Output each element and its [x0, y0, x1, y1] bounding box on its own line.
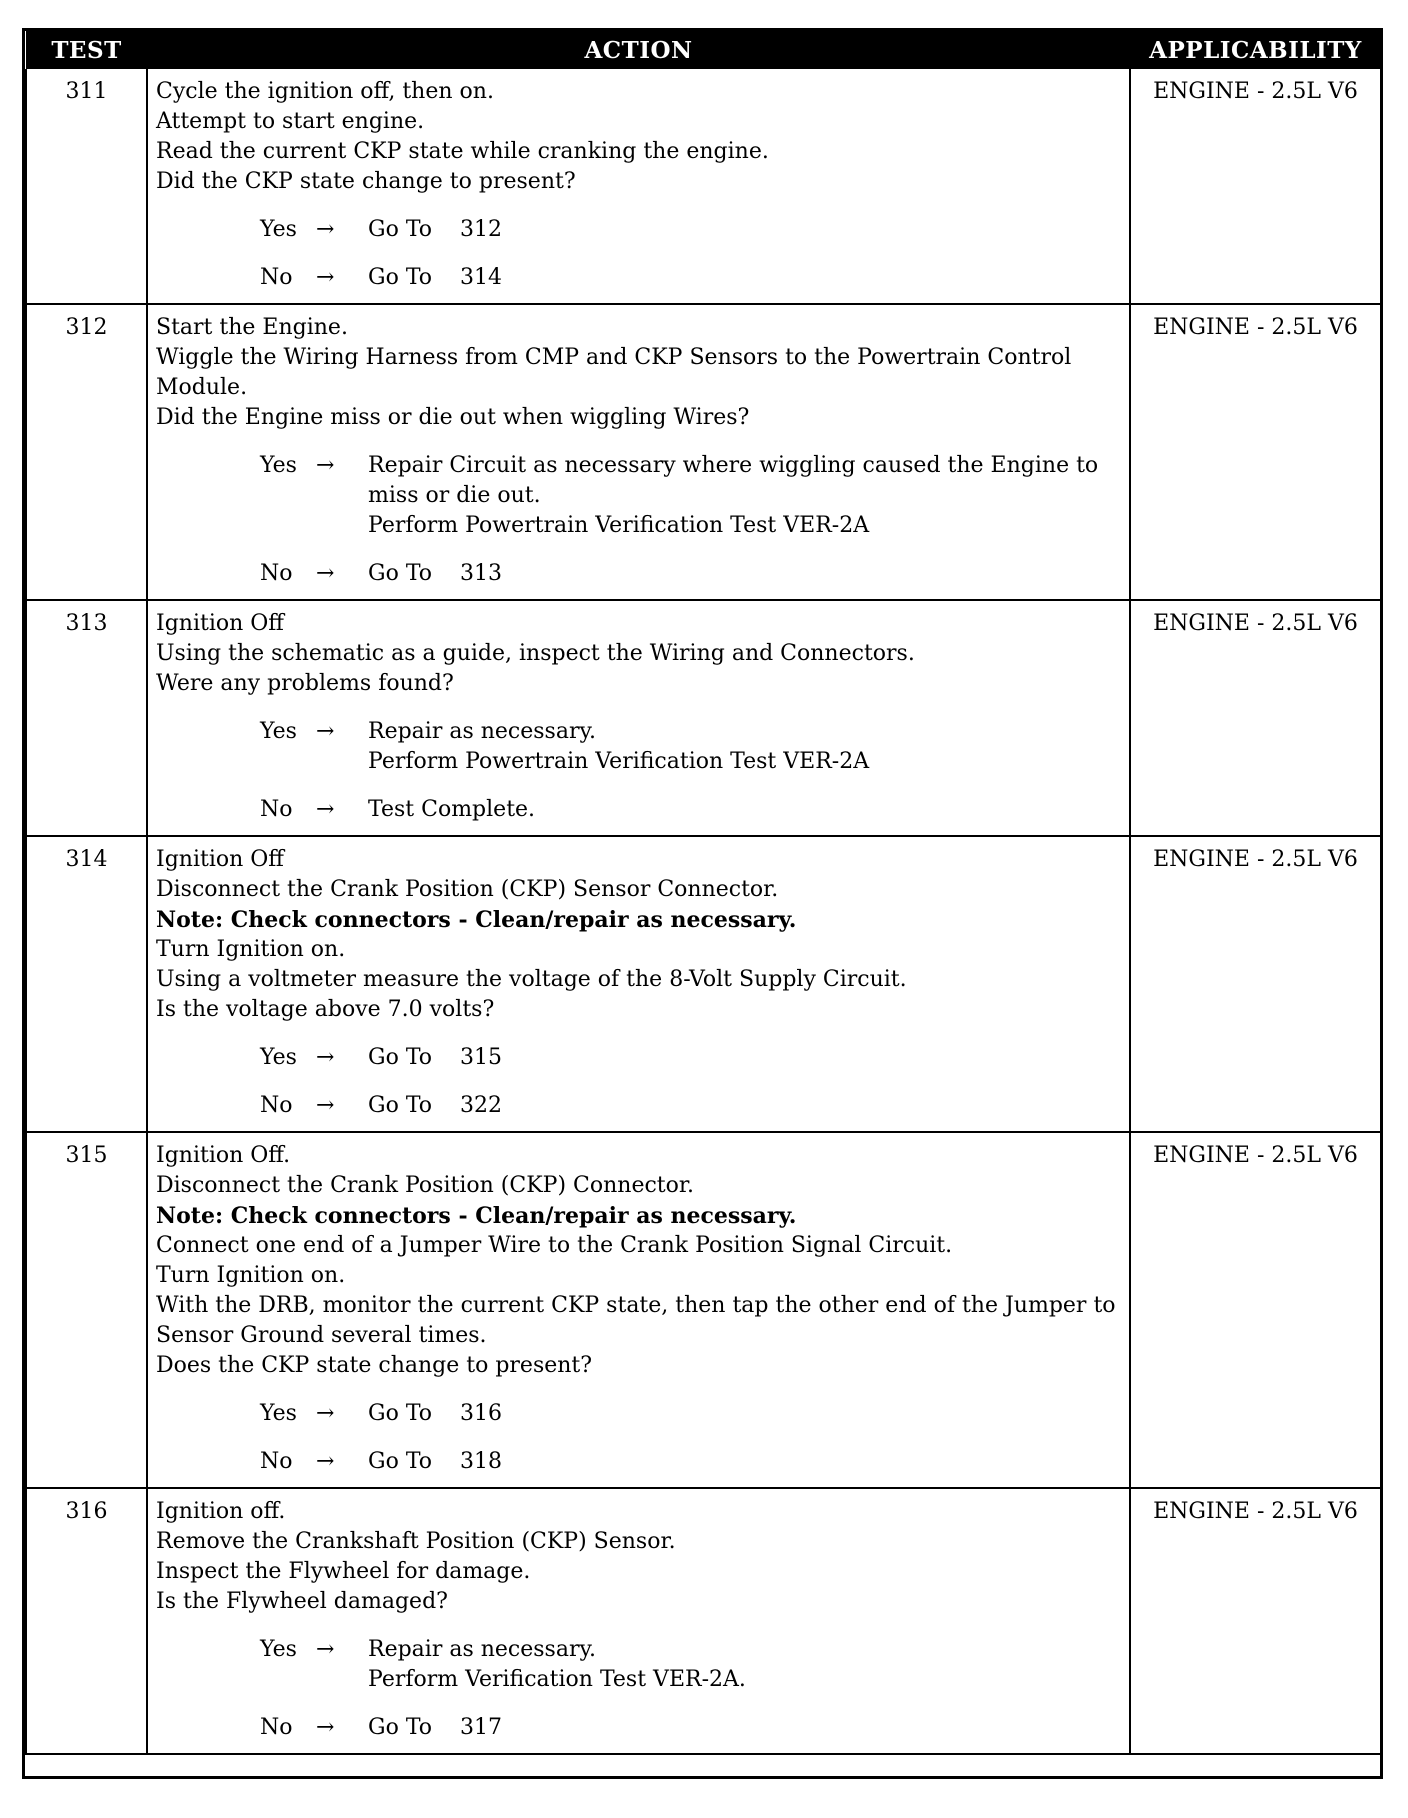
branch-result	[368, 795, 1121, 825]
goto-target: 322	[460, 1093, 502, 1118]
action-step: Did the Engine miss or die out when wiggling Wires?	[156, 405, 750, 430]
arrow-right-icon: →	[316, 217, 335, 242]
action-note: Note: Check connectors - Clean/repair as necessary.	[156, 1203, 797, 1229]
goto-target: 312	[460, 217, 502, 242]
branch-label: No	[260, 561, 293, 586]
action-step: Turn Ignition on.	[156, 937, 346, 962]
action-step: Ignition off.	[156, 1499, 286, 1524]
header-action: ACTION	[147, 31, 1130, 69]
action-step: Disconnect the Crank Position (CKP) Connector.	[156, 1173, 694, 1198]
test-number: 314	[26, 836, 147, 1132]
branch-label: Yes	[260, 719, 297, 744]
action-step: Wiggle the Wiring Harness from CMP and CKP Sensors to the Powertrain Control Module.	[156, 345, 1072, 400]
branch-yes	[156, 1043, 1121, 1073]
table-row	[26, 1132, 1381, 1488]
action-cell	[147, 600, 1130, 836]
branch-result	[368, 1399, 1121, 1429]
branch-result	[368, 717, 1121, 777]
applicability-cell: ENGINE - 2.5L V6	[1130, 304, 1381, 600]
action-step: Ignition Off	[156, 611, 284, 636]
branch-result	[368, 1447, 1121, 1477]
arrow-right-icon: →	[316, 797, 335, 822]
branch-instruction: Perform Powertrain Verification Test VER-2A	[368, 513, 870, 538]
action-step: Turn Ignition on.	[156, 1263, 346, 1288]
action-step: Does the CKP state change to present?	[156, 1353, 593, 1378]
branch-yes	[156, 451, 1121, 541]
branch-instruction: Repair as necessary.	[368, 719, 596, 744]
branch-no	[156, 1447, 1121, 1477]
action-cell	[147, 69, 1130, 304]
branch-result	[368, 559, 1121, 589]
branch-no	[156, 795, 1121, 825]
action-step: Is the Flywheel damaged?	[156, 1589, 448, 1614]
action-note: Note: Check connectors - Clean/repair as necessary.	[156, 907, 797, 933]
test-procedure-table	[22, 28, 1383, 1779]
branch-instruction: Test Complete.	[368, 797, 536, 822]
branch-result	[368, 451, 1121, 541]
goto-label: Go To	[368, 265, 433, 290]
goto-label: Go To	[368, 1401, 433, 1426]
branch-label: No	[260, 797, 293, 822]
arrow-right-icon: →	[316, 1715, 335, 1740]
arrow-right-icon: →	[316, 561, 335, 586]
diagnostic-table	[25, 31, 1382, 1755]
branch-result	[368, 1091, 1121, 1121]
arrow-right-icon: →	[316, 265, 335, 290]
arrow-right-icon: →	[316, 1401, 335, 1426]
branch-instruction: Repair Circuit as necessary where wiggling caused the Engine to miss or die out.	[368, 453, 1099, 508]
action-step: With the DRB, monitor the current CKP state, then tap the other end of the Jumper to Sensor Ground several times.	[156, 1293, 1116, 1348]
branch-label: Yes	[260, 1045, 297, 1070]
action-step: Connect one end of a Jumper Wire to the Crank Position Signal Circuit.	[156, 1233, 953, 1258]
action-step: Disconnect the Crank Position (CKP) Sensor Connector.	[156, 877, 779, 902]
action-cell	[147, 836, 1130, 1132]
action-step: Were any problems found?	[156, 671, 454, 696]
action-step: Ignition Off	[156, 847, 284, 872]
branch-result	[368, 1043, 1121, 1073]
goto-target: 316	[460, 1401, 502, 1426]
table-row	[26, 304, 1381, 600]
applicability-cell: ENGINE - 2.5L V6	[1130, 69, 1381, 304]
applicability-cell: ENGINE - 2.5L V6	[1130, 836, 1381, 1132]
arrow-right-icon: →	[316, 1045, 335, 1070]
table-body	[26, 69, 1381, 1754]
table-row	[26, 836, 1381, 1132]
test-number: 316	[26, 1488, 147, 1754]
test-number: 315	[26, 1132, 147, 1488]
goto-label: Go To	[368, 1045, 433, 1070]
applicability-cell: ENGINE - 2.5L V6	[1130, 600, 1381, 836]
branch-label: Yes	[260, 217, 297, 242]
branch-result	[368, 1713, 1121, 1743]
goto-target: 317	[460, 1715, 502, 1740]
table-row	[26, 1488, 1381, 1754]
goto-target: 313	[460, 561, 502, 586]
action-step: Is the voltage above 7.0 volts?	[156, 997, 495, 1022]
test-number: 311	[26, 69, 147, 304]
action-step: Start the Engine.	[156, 315, 348, 340]
header-applicability: APPLICABILITY	[1130, 31, 1381, 69]
test-number: 313	[26, 600, 147, 836]
branch-yes	[156, 1635, 1121, 1695]
branch-yes	[156, 717, 1121, 777]
table-row	[26, 69, 1381, 304]
branch-no	[156, 263, 1121, 293]
action-step: Did the CKP state change to present?	[156, 169, 576, 194]
goto-label: Go To	[368, 217, 433, 242]
header-test: TEST	[26, 31, 147, 69]
branch-label: Yes	[260, 1401, 297, 1426]
branch-no	[156, 1091, 1121, 1121]
branch-yes	[156, 1399, 1121, 1429]
table-row	[26, 600, 1381, 836]
goto-target: 318	[460, 1449, 502, 1474]
goto-label: Go To	[368, 1715, 433, 1740]
branch-instruction: Perform Powertrain Verification Test VER-2A	[368, 749, 870, 774]
test-number: 312	[26, 304, 147, 600]
branch-no	[156, 559, 1121, 589]
goto-label: Go To	[368, 1093, 433, 1118]
applicability-cell: ENGINE - 2.5L V6	[1130, 1132, 1381, 1488]
branch-label: No	[260, 265, 293, 290]
arrow-right-icon: →	[316, 453, 335, 478]
branch-instruction: Repair as necessary.	[368, 1637, 596, 1662]
action-step: Remove the Crankshaft Position (CKP) Sensor.	[156, 1529, 676, 1554]
action-step: Attempt to start engine.	[156, 109, 425, 134]
branch-label: Yes	[260, 453, 297, 478]
arrow-right-icon: →	[316, 719, 335, 744]
branch-label: Yes	[260, 1637, 297, 1662]
branch-instruction: Perform Verification Test VER-2A.	[368, 1667, 746, 1692]
action-step: Ignition Off.	[156, 1143, 291, 1168]
arrow-right-icon: →	[316, 1637, 335, 1662]
branch-label: No	[260, 1715, 293, 1740]
goto-target: 314	[460, 265, 502, 290]
arrow-right-icon: →	[316, 1449, 335, 1474]
goto-label: Go To	[368, 1449, 433, 1474]
goto-label: Go To	[368, 561, 433, 586]
applicability-cell: ENGINE - 2.5L V6	[1130, 1488, 1381, 1754]
branch-result	[368, 263, 1121, 293]
branch-yes	[156, 215, 1121, 245]
goto-target: 315	[460, 1045, 502, 1070]
action-step: Using the schematic as a guide, inspect the Wiring and Connectors.	[156, 641, 915, 666]
action-step: Read the current CKP state while cranking the engine.	[156, 139, 769, 164]
action-cell	[147, 1132, 1130, 1488]
branch-result	[368, 215, 1121, 245]
action-step: Inspect the Flywheel for damage.	[156, 1559, 531, 1584]
action-step: Cycle the ignition off, then on.	[156, 79, 494, 104]
branch-result	[368, 1635, 1121, 1695]
arrow-right-icon: →	[316, 1093, 335, 1118]
branch-label: No	[260, 1093, 293, 1118]
action-cell	[147, 304, 1130, 600]
branch-label: No	[260, 1449, 293, 1474]
action-cell	[147, 1488, 1130, 1754]
table-header	[26, 31, 1381, 69]
branch-no	[156, 1713, 1121, 1743]
action-step: Using a voltmeter measure the voltage of the 8-Volt Supply Circuit.	[156, 967, 907, 992]
